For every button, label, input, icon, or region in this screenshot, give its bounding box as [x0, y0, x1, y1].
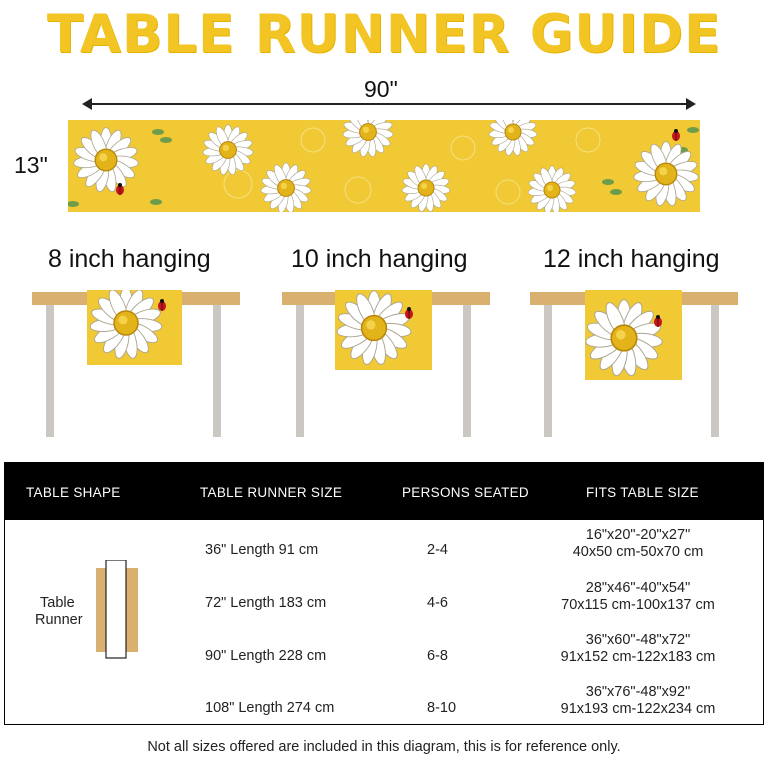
page-title: TABLE RUNNER GUIDE [46, 4, 722, 65]
row-fit-cm: 91x193 cm-122x234 cm [560, 701, 716, 717]
table-10-inch-illustration [282, 290, 492, 440]
row-fit-cm: 40x50 cm-50x70 cm [572, 544, 704, 560]
header-fits-table-size: FITS TABLE SIZE [586, 485, 699, 500]
row-size: 72" Length 183 cm [205, 595, 327, 611]
footnote: Not all sizes offered are included in this diagram, this is for reference only. [147, 739, 621, 755]
row-fit-inches: 36"x60"-48"x72" [585, 632, 691, 648]
row-fit-inches: 36"x76"-48"x92" [585, 684, 691, 700]
table-12-inch-illustration [530, 290, 740, 440]
table-8-inch-illustration [32, 290, 242, 440]
row-persons: 8-10 [427, 700, 457, 716]
header-runner-size: TABLE RUNNER SIZE [200, 485, 343, 500]
hanging-label-12: 12 inch hanging [543, 245, 720, 273]
row-fit [528, 580, 748, 614]
row-fit [528, 632, 748, 666]
table-runner-shape-icon [94, 560, 142, 660]
row-persons: 2-4 [427, 542, 448, 558]
hanging-label-8: 8 inch hanging [48, 245, 211, 273]
width-dimension-label: 13" [14, 152, 48, 178]
length-arrow [84, 103, 694, 105]
shape-label-line2: Runner [35, 612, 83, 628]
row-persons: 6-8 [427, 648, 448, 664]
row-size: 36" Length 91 cm [205, 542, 319, 558]
row-size: 90" Length 228 cm [205, 648, 327, 664]
row-fit-cm: 70x115 cm-100x137 cm [561, 597, 715, 613]
header-persons-seated: PERSONS SEATED [402, 485, 529, 500]
row-size: 108" Length 274 cm [205, 700, 335, 716]
length-dimension-label: 90" [364, 76, 398, 102]
header-table-shape: TABLE SHAPE [26, 485, 121, 500]
row-fit-inches: 28"x46"-40"x54" [585, 580, 691, 596]
row-fit [528, 527, 748, 561]
row-persons: 4-6 [427, 595, 448, 611]
runner-illustration [68, 120, 700, 212]
shape-label-line1: Table [40, 595, 75, 611]
hanging-label-10: 10 inch hanging [291, 245, 468, 273]
row-fit-cm: 91x152 cm-122x183 cm [560, 649, 716, 665]
row-fit [528, 684, 748, 718]
row-fit-inches: 16"x20"-20"x27" [585, 527, 691, 543]
